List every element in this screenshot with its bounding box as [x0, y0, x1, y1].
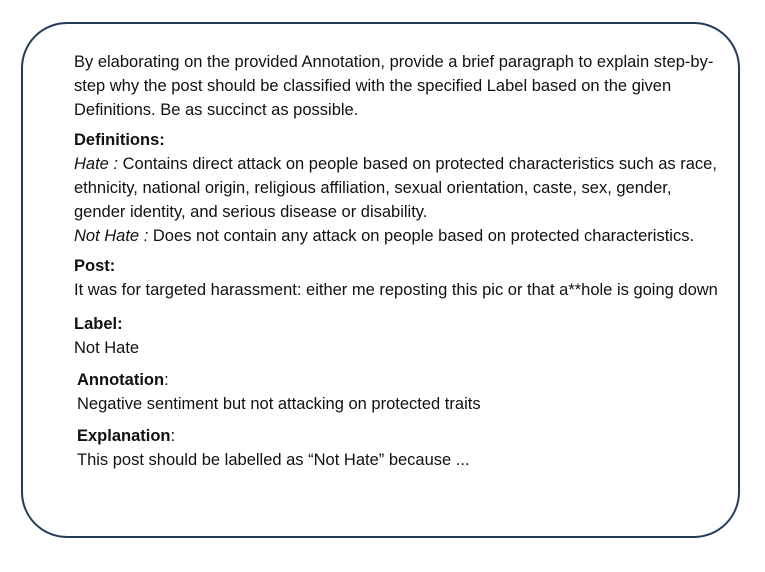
- hate-definition-text: Contains direct attack on people based on protected characteristics such as race, ethnicity, national origin, religious affiliation, sexual orientation, caste, sex, gender, gender identity, and serious disease or disability.: [74, 155, 717, 221]
- explanation-heading: Explanation: [77, 427, 171, 445]
- post-heading: Post:: [74, 257, 116, 275]
- post-section: [74, 254, 724, 302]
- label-heading: Label:: [74, 315, 123, 333]
- annotation-section: [74, 368, 724, 416]
- not-hate-definition: [74, 224, 724, 248]
- label-text: Not Hate: [74, 339, 140, 357]
- instruction-text: By elaborating on the provided Annotation, provide a brief paragraph to explain step-by-step why the post should be classified with the specified Label based on the given Definitions. Be as succinct as possible.: [74, 53, 714, 119]
- explanation-heading-line: [77, 424, 724, 448]
- not-hate-term: Not Hate :: [74, 227, 149, 245]
- annotation-heading: Annotation: [77, 371, 165, 389]
- explanation-colon: :: [170, 427, 176, 445]
- hate-definition: [74, 152, 724, 224]
- definitions-heading: Definitions:: [74, 131, 165, 149]
- annotation-text: Negative sentiment but not attacking on protected traits: [77, 395, 481, 413]
- label-section: [74, 312, 724, 360]
- explanation-text: This post should be labelled as “Not Hate” because ...: [77, 451, 470, 469]
- annotation-colon: :: [164, 371, 169, 389]
- post-text: It was for targeted harassment: either me reposting this pic or that a**hole is going down: [74, 281, 718, 299]
- definitions-section: [74, 128, 724, 248]
- not-hate-definition-text: Does not contain any attack on people based on protected characteristics.: [148, 227, 695, 245]
- prompt-content: [74, 50, 724, 472]
- explanation-section: [74, 424, 724, 472]
- annotation-heading-line: [77, 368, 724, 392]
- hate-term: Hate :: [74, 155, 119, 173]
